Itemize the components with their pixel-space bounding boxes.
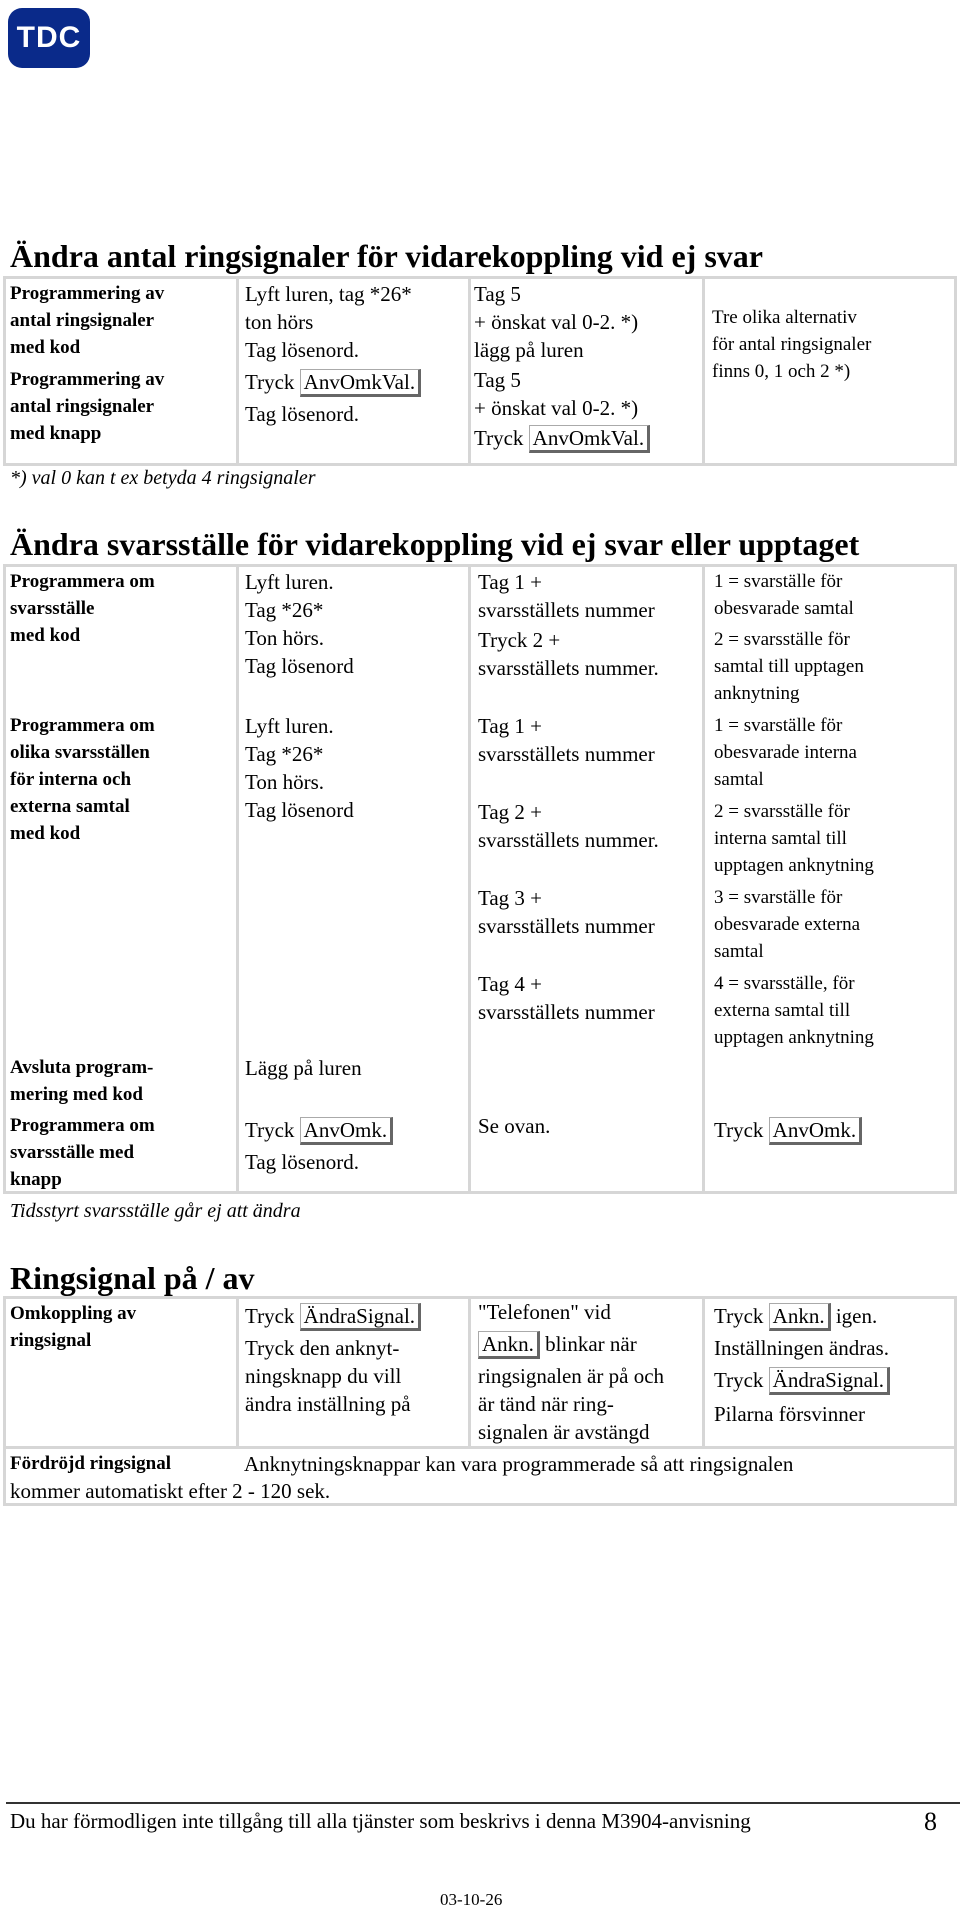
section-title-svarsstalle: Ändra svarsställe för vidarekoppling vid ej svar eller upptaget <box>10 526 860 562</box>
row-action: Lyft luren, tag *26* ton hörs Tag lösenord. <box>245 282 412 362</box>
row-result: Pilarna försvinner <box>714 1402 866 1426</box>
divider <box>236 276 239 466</box>
anvomkval-key[interactable]: AnvOmkVal. <box>300 369 421 397</box>
row-step: Tag 5 + önskat val 0-2. *) <box>474 368 639 420</box>
row-step: Tryck AnvOmkVal. <box>474 424 650 453</box>
andrasignal-key[interactable]: ÄndraSignal. <box>769 1367 890 1395</box>
divider <box>702 1296 705 1446</box>
row-label: Programmering av antal ringsignaler med knapp <box>10 369 165 444</box>
row-result: Tryck ÄndraSignal. <box>714 1366 890 1395</box>
row-action: Tryck AnvOmk. <box>245 1116 393 1145</box>
row-action: Tryck den anknyt- ningsknapp du vill ändra inställning på <box>245 1336 411 1416</box>
section-title-ringsignaler: Ändra antal ringsignaler för vidarekoppling vid ej svar <box>10 238 763 274</box>
row-desc: 1 = svarställe för obesvarade samtal <box>714 571 854 619</box>
footer-text: Du har förmodligen inte tillgång till alla tjänster som beskrivs i denna M3904-anvisning <box>10 1809 751 1833</box>
row-step: Tag 2 + svarsställets nummer. <box>478 800 659 852</box>
row-step: Tag 4 + svarsställets nummer <box>478 972 655 1024</box>
row-step: Tryck 2 + svarsställets nummer. <box>478 628 659 680</box>
divider <box>468 276 471 466</box>
footer-line <box>6 1802 960 1804</box>
row-action: Lyft luren. Tag *26* Ton hörs. Tag lösenord <box>245 714 354 822</box>
divider <box>468 1296 471 1446</box>
tdc-logo: TDC <box>8 8 90 68</box>
footnote: Tidsstyrt svarsställe går ej att ändra <box>10 1200 301 1222</box>
row-desc: 2 = svarsställe för samtal till upptagen anknytning <box>714 629 864 704</box>
row-step: Tag 3 + svarsställets nummer <box>478 886 655 938</box>
row-result: Inställningen ändras. <box>714 1336 889 1360</box>
divider <box>468 564 471 1194</box>
row-desc: 1 = svarställe för obesvarade interna samtal <box>714 715 857 790</box>
ankn-key[interactable]: Ankn. <box>478 1331 540 1359</box>
anvomk-key[interactable]: AnvOmk. <box>769 1117 862 1145</box>
row-step: Se ovan. <box>478 1114 551 1138</box>
page-number: 8 <box>924 1807 937 1836</box>
row-action: Tryck ÄndraSignal. <box>245 1302 421 1331</box>
divider <box>236 1296 239 1446</box>
row-step: Tag 1 + svarsställets nummer <box>478 570 655 622</box>
anvomk-key[interactable]: AnvOmk. <box>300 1117 393 1145</box>
row-action: Tag lösenord. <box>245 402 360 426</box>
row-action: Lyft luren. Tag *26* Ton hörs. Tag lösenord <box>245 570 354 678</box>
row-desc: 4 = svarsställe, för externa samtal till upptagen anknytning <box>714 973 874 1048</box>
row-text: kommer automatiskt efter 2 - 120 sek. <box>10 1479 331 1503</box>
section-title-ringsignal: Ringsignal på / av <box>10 1260 255 1296</box>
row-step: Tag 1 + svarsställets nummer <box>478 714 655 766</box>
row-label: Programmering av antal ringsignaler med kod <box>10 283 165 358</box>
row-action: Lägg på luren <box>245 1056 362 1080</box>
row-label: Programmera om svarsställe med knapp <box>10 1115 155 1190</box>
divider <box>702 276 705 466</box>
divider <box>3 1446 957 1449</box>
row-label: Programmera om svarsställe med kod <box>10 571 155 646</box>
andrasignal-key[interactable]: ÄndraSignal. <box>300 1303 421 1331</box>
row-result: Tryck Ankn. igen. <box>714 1302 877 1331</box>
row-label: Avsluta program- mering med kod <box>10 1057 154 1105</box>
row-result: Tryck AnvOmk. <box>714 1116 862 1145</box>
row-text: Anknytningsknappar kan vara programmerade så att ringsignalen <box>244 1452 794 1476</box>
footnote: *) val 0 kan t ex betyda 4 ringsignaler <box>10 467 316 489</box>
divider <box>236 564 239 1194</box>
ankn-key[interactable]: Ankn. <box>769 1303 831 1331</box>
info-text: Tre olika alternativ för antal ringsignaler finns 0, 1 och 2 *) <box>712 307 872 382</box>
row-action: Tryck AnvOmkVal. <box>245 368 421 397</box>
row-step: "Telefonen" vid <box>478 1300 611 1324</box>
row-step: Tag 5 + önskat val 0-2. *) lägg på luren <box>474 282 639 362</box>
row-label: Fördröjd ringsignal <box>10 1453 171 1474</box>
row-desc: 2 = svarsställe för interna samtal till upptagen anknytning <box>714 801 874 876</box>
anvomkval-key[interactable]: AnvOmkVal. <box>529 425 650 453</box>
row-step: ringsignalen är på och är tänd när ring- signalen är avstängd <box>478 1364 665 1444</box>
row-label: Omkoppling av ringsignal <box>10 1303 137 1351</box>
document-date: 03-10-26 <box>440 1890 503 1909</box>
divider <box>702 564 705 1194</box>
row-step: Ankn. blinkar när <box>478 1330 637 1359</box>
row-label: Programmera om olika svarsställen för interna och externa samtal med kod <box>10 715 155 844</box>
row-desc: 3 = svarställe för obesvarade externa samtal <box>714 887 861 962</box>
row-action: Tag lösenord. <box>245 1150 360 1174</box>
